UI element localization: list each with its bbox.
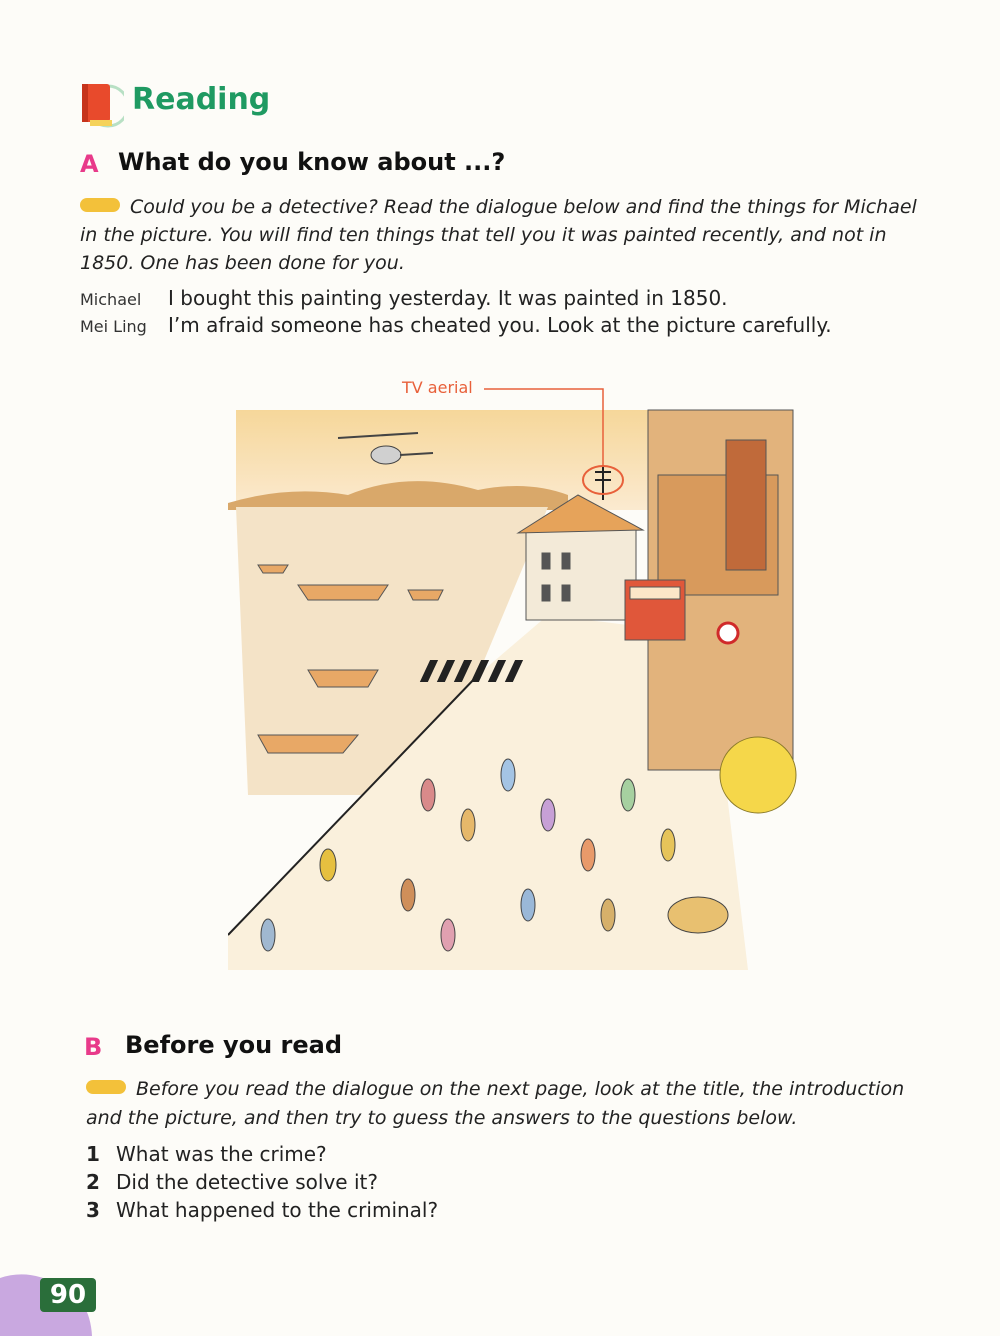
double-decker-bus-icon bbox=[625, 580, 685, 640]
question-item bbox=[86, 1170, 378, 1194]
dialogue-line bbox=[80, 313, 832, 337]
section-heading-reading: Reading bbox=[132, 82, 271, 117]
section-b-letter: B bbox=[84, 1033, 103, 1061]
question-item bbox=[86, 1142, 327, 1166]
question-text: Did the detective solve it? bbox=[116, 1170, 378, 1194]
metro-sign-icon bbox=[718, 623, 738, 643]
question-text: What was the crime? bbox=[116, 1142, 327, 1166]
section-a-instruction bbox=[80, 193, 930, 277]
section-a-title: What do you know about ...? bbox=[118, 148, 506, 176]
dialogue-line bbox=[80, 286, 728, 310]
highlight-marker-icon bbox=[80, 198, 120, 212]
question-number: 3 bbox=[86, 1198, 100, 1222]
section-a-letter: A bbox=[80, 150, 99, 178]
highlight-marker-icon bbox=[86, 1080, 126, 1094]
speaker-name: Michael bbox=[80, 290, 142, 309]
page-number: 90 bbox=[40, 1278, 96, 1312]
question-item bbox=[86, 1198, 438, 1222]
section-b-title: Before you read bbox=[125, 1031, 343, 1059]
book-icon bbox=[78, 78, 124, 130]
tv-aerial-label: TV aerial bbox=[402, 378, 473, 397]
dialogue-text: I’m afraid someone has cheated you. Look at the picture carefully. bbox=[168, 313, 832, 337]
instruction-text: Before you read the dialogue on the next page, look at the title, the introduction and the picture, and then try to guess the answers to the questions below. bbox=[86, 1078, 905, 1129]
question-number: 1 bbox=[86, 1142, 100, 1166]
section-b-instruction bbox=[86, 1075, 936, 1133]
question-text: What happened to the criminal? bbox=[116, 1198, 439, 1222]
speaker-name: Mei Ling bbox=[80, 317, 147, 336]
instruction-text: Could you be a detective? Read the dialogue below and find the things for Michael in the picture. You will find ten things that tell you it was painted recently, and not in 1850. One has been done for you. bbox=[80, 196, 917, 274]
question-number: 2 bbox=[86, 1170, 100, 1194]
dialogue-text: I bought this painting yesterday. It was painted in 1850. bbox=[168, 286, 728, 310]
tree-icon bbox=[720, 737, 796, 813]
harbour-painting-illustration bbox=[228, 375, 798, 970]
